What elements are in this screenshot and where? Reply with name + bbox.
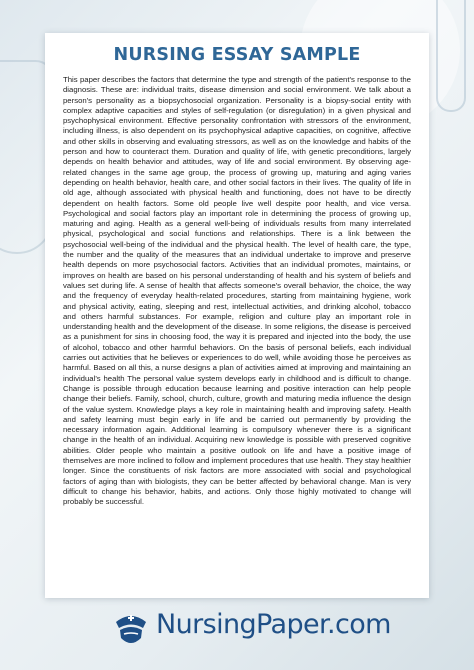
- footer-brand[interactable]: [112, 608, 391, 648]
- essay-title: NURSING ESSAY SAMPLE: [113, 45, 361, 65]
- nurse-cap-icon: [112, 608, 150, 648]
- essay-body: This paper describes the factors that determine the type and strength of the patient's response to the diagnosis. These are: individual traits, disease dimension and social environment. We talk about a person's personality as a biopsychosocial organization. Personality is a biopsy-social entity with complex adaptive capacities and styles of self-regulation (or disregulation) in a given physical and psychophysical environment. Effective personality confrontation with stressors of the environment, including illness, is also dependent on its psychophysical adaptive capacities, on cognitive, affective and other skills in observing and evaluating stressors, as well as on the knowledge and habits of the person and how to counteract them. Duration and quality of life, with genetic preconditions, largely depends on health behavior and attitudes, way of life and social environment. By observing age-related changes in the same age group, the process of growing up, maturing and aging varies depending on health behavior, health care, and other social factors in their lives. The quality of life in old age, although associated with physical health and functioning, does not have to be directly dependent on health factors. Some old people live well despite poor health, and vice versa. Psychological and social factors play an important role in determining the process of growing up, maturing and aging. Health as a general well-being of individuals results from many interrelated physical, psychological and social functions and relationships. There is a link between the psychosocial well-being of the individual and the physical health. The level of health care, the type, the number and the quality of the measures that an individual undertake to improve and preserve health depends on more psychosocial factors. Activities that an individual promotes, maintains, or improves on health are based on his personal understanding of health and his system of beliefs and values set during life. A sense of health that affects someone's overall behavior, the choice, the way and the frequency of everyday health-related procedures, starting from maintaining hygiene, work and physical activity, eating, sleeping and rest, intellectual activities, and drinking alcohol, tobacco and others harmful substances. For example, religion and culture play an important role in understanding health and the development of the disease. In some religions, the disease is perceived as a punishment for sins in choosing food, the way it is prepared and injected into the body, the use of alcohol, tobacco and other harmful behaviors. On the basis of personal beliefs, each individual carries out activities that he believes or experiences to do well, while avoiding those he perceives as harmful. Based on all this, a nurse designs a plan of activities aimed at improving and maintaining an individual's health The personal value system develops early in childhood and is difficult to change. Change is possible through education because learning and positive interaction can help people change their beliefs. Family, school, church, culture, growth and maturing media influence the design of the value system. Knowledge plays a key role in maintaining health and improving safety. Health and safety learning must begin early in life and be carried out permanently by providing the necessary information again. Additional learning is compulsory whenever there is a significant change in the health of an individual. Acquiring new knowledge is possible with preserved cognitive abilities. Older people who maintain a positive outlook on life and have a positive image of themselves are more inclined to follow and implement procedures that use health. They stay healthier longer. Since the constituents of risk factors are more associated with social and psychological factors of aging than with biologists, they can be better affected by behavioral change. Man is very difficult to change his behavior, habits, and actions. Only those highly motivated to change will probably be successful.: [63, 75, 411, 507]
- essay-sheet: [45, 33, 429, 598]
- background-test-tube: [436, 0, 466, 112]
- brand-name: NursingPaper.com: [156, 609, 391, 640]
